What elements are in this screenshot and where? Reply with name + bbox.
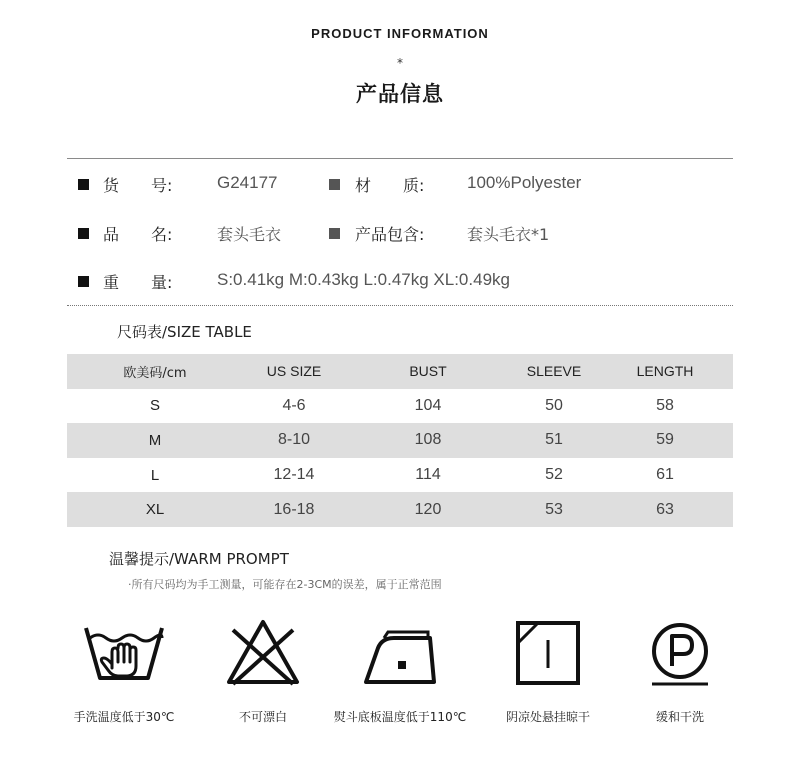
care-label: 熨斗底板温度低于110℃	[333, 710, 467, 724]
table-cell: 4-6	[282, 396, 306, 414]
divider-top	[67, 158, 733, 159]
weight-label: 重 量:	[103, 273, 173, 292]
care-item-hand-wash	[44, 618, 204, 724]
info-row-name	[0, 222, 800, 246]
iron-icon	[358, 618, 442, 688]
size-table	[67, 354, 733, 527]
table-cell: 104	[414, 396, 442, 414]
sku-label: 货 号:	[103, 176, 173, 195]
header-cell: SLEEVE	[526, 363, 582, 380]
no-bleach-icon	[221, 618, 305, 688]
table-cell: 63	[656, 500, 674, 518]
name-value: 套头毛衣	[217, 225, 282, 244]
table-row	[67, 458, 733, 493]
line-dry-shade-icon	[506, 618, 590, 688]
table-cell: 108	[414, 431, 442, 449]
size-table-title: 尺码表/SIZE TABLE	[117, 323, 252, 341]
bullet-square	[329, 179, 340, 190]
hand-wash-icon	[82, 618, 166, 688]
header-title-en: PRODUCT INFORMATION	[311, 26, 489, 41]
table-header-row	[67, 354, 733, 389]
bullet-square	[329, 228, 340, 239]
header-cell: LENGTH	[636, 363, 694, 380]
header-cell: BUST	[409, 363, 447, 380]
header-title-cn: 产品信息	[356, 82, 444, 106]
header-star: *	[397, 56, 403, 70]
table-cell: 16-18	[273, 500, 315, 518]
table-row	[67, 423, 733, 458]
header-cell: US SIZE	[266, 363, 322, 380]
table-cell: 114	[415, 466, 441, 484]
warm-prompt-title: 温馨提示/WARM PROMPT	[109, 550, 289, 568]
material-value: 100%Polyester	[467, 173, 582, 192]
table-cell: 59	[656, 431, 674, 449]
care-label: 不可漂白	[238, 710, 287, 724]
care-item-iron	[320, 618, 480, 724]
table-cell: M	[148, 431, 162, 449]
care-label: 阴凉处悬挂晾干	[505, 710, 590, 724]
table-cell: S	[149, 397, 160, 415]
info-row-weight	[0, 270, 800, 294]
table-cell: 53	[545, 500, 563, 518]
care-label: 缓和干洗	[655, 710, 704, 724]
care-item-dry-clean	[600, 618, 760, 724]
table-row	[67, 492, 733, 527]
material-label: 材 质:	[355, 176, 425, 195]
dry-clean-p-icon	[638, 618, 722, 688]
weight-value: S:0.41kg M:0.43kg L:0.47kg XL:0.49kg	[217, 270, 510, 289]
table-cell: 58	[656, 396, 674, 414]
header-cell: 欧美码/cm	[123, 365, 187, 381]
warm-prompt-note: ·所有尺码均为手工测量，可能存在2-3CM的误差，属于正常范围	[128, 578, 442, 591]
package-value: 套头毛衣*1	[467, 225, 550, 244]
table-cell: 61	[656, 466, 674, 484]
table-row	[67, 389, 733, 424]
bullet-square	[78, 276, 89, 287]
table-cell: 50	[545, 396, 563, 414]
care-item-no-bleach	[183, 618, 343, 724]
table-cell: 120	[414, 500, 442, 518]
table-cell: XL	[145, 501, 165, 519]
table-cell: 52	[545, 466, 563, 484]
table-cell: L	[150, 466, 160, 484]
table-cell: 51	[545, 431, 563, 449]
divider-dotted	[67, 305, 733, 306]
bullet-square	[78, 228, 89, 239]
package-label: 产品包含:	[355, 225, 425, 244]
sku-value: G24177	[217, 173, 278, 192]
info-row-sku	[0, 173, 800, 197]
care-label: 手洗温度低于30℃	[73, 710, 175, 724]
name-label: 品 名:	[103, 225, 173, 244]
table-cell: 8-10	[277, 431, 311, 449]
bullet-square	[78, 179, 89, 190]
table-cell: 12-14	[273, 466, 315, 484]
